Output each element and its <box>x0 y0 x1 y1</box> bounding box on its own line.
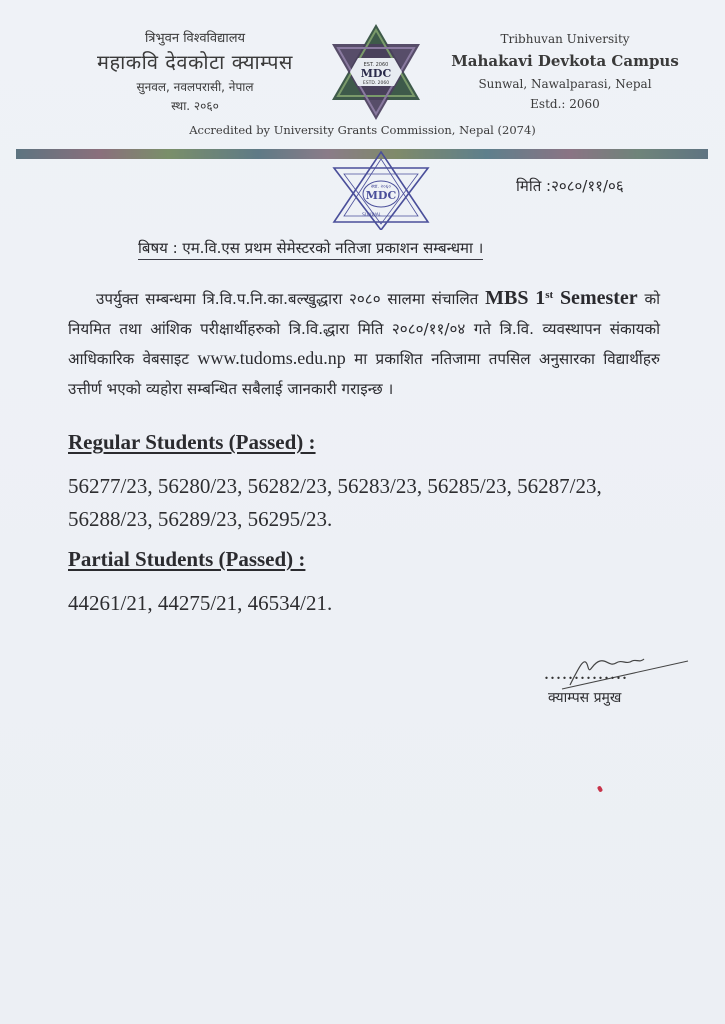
semester-number: 1 <box>535 287 546 310</box>
established-en: Estd.: 2060 <box>530 97 600 111</box>
letterhead-nepali <box>60 28 330 114</box>
svg-text:SUNWAL: SUNWAL <box>362 213 382 218</box>
established-np: स्था. २०६० <box>171 99 219 113</box>
address-np: सुनवल, नवलपरासी, नेपाल <box>136 80 254 94</box>
campus-logo-icon <box>324 20 428 124</box>
campus-name-en: Mahakavi Devkota Campus <box>451 52 679 70</box>
campus-name-np: महाकवि देवकोटा क्याम्पस <box>97 50 293 74</box>
regular-students-line-2: 56288/23, 56289/23, 56295/23. <box>68 507 333 531</box>
program-name: MBS <box>485 287 529 310</box>
university-name-en: Tribhuvan University <box>500 32 630 46</box>
letter-subject: बिषय : एम.वि.एस प्रथम सेमेस्टरको नतिजा प्रकाशन सम्बन्धमा । <box>138 238 483 260</box>
letter-date: मिति :२०८०/११/०६ <box>516 177 624 195</box>
semester-word: Semester <box>559 287 638 310</box>
body-text-part2: को नियमित तथा आंशिक परीक्षार्थीहरुको त्रि.वि.द्धारा मिति २०८०/११/०४ गते त्रि.वि. व्यवस्थापन संकायको आधिकारिक वेबसाइट <box>68 290 661 369</box>
ink-speck <box>597 785 603 792</box>
svg-text:स्था. २०६०: स्था. २०६० <box>371 184 391 190</box>
website-link[interactable]: www.tudoms.edu.np <box>197 348 346 369</box>
semester-suffix: st <box>545 289 554 301</box>
address-en: Sunwal, Nawalparasi, Nepal <box>478 77 652 91</box>
partial-students-heading: Partial Students (Passed) : <box>68 547 306 571</box>
letterhead-english <box>430 32 700 111</box>
partial-students-line-1: 44261/21, 44275/21, 46534/21. <box>68 591 333 615</box>
regular-students-line-1: 56277/23, 56280/23, 56282/23, 56283/23, 56285/23, 56287/23, <box>68 474 602 498</box>
body-text-part3: मा प्रकाशित नतिजामा तपसिल अनुसारका विद्यार्थीहरु उत्तीर्ण भएको व्यहोरा सम्बन्धित सबैलाई जानकारी गराइन्छ । <box>68 350 660 398</box>
accreditation-line: Accredited by University Grants Commission, Nepal (2074) <box>189 123 536 137</box>
svg-text:MDC: MDC <box>360 67 392 80</box>
body-text-part1: उपर्युक्त सम्बन्धमा त्रि.वि.प.नि.का.बल्खुद्धारा २०८० सालमा संचालित <box>96 290 479 309</box>
svg-text:MDC: MDC <box>365 189 397 202</box>
campus-stamp-icon <box>330 150 432 230</box>
letter-body <box>68 281 660 404</box>
svg-text:ESTD. 2060: ESTD. 2060 <box>362 81 390 86</box>
university-name-np: त्रिभुवन विश्वविद्यालय <box>144 31 246 46</box>
signatory-title: क्याम्पस प्रमुख <box>548 690 622 706</box>
svg-text:EST. 2060: EST. 2060 <box>363 62 389 68</box>
regular-students-heading: Regular Students (Passed) : <box>68 430 316 454</box>
signature-line: .............. <box>544 662 628 684</box>
regular-students-list <box>68 470 668 536</box>
partial-students-list <box>68 587 668 620</box>
